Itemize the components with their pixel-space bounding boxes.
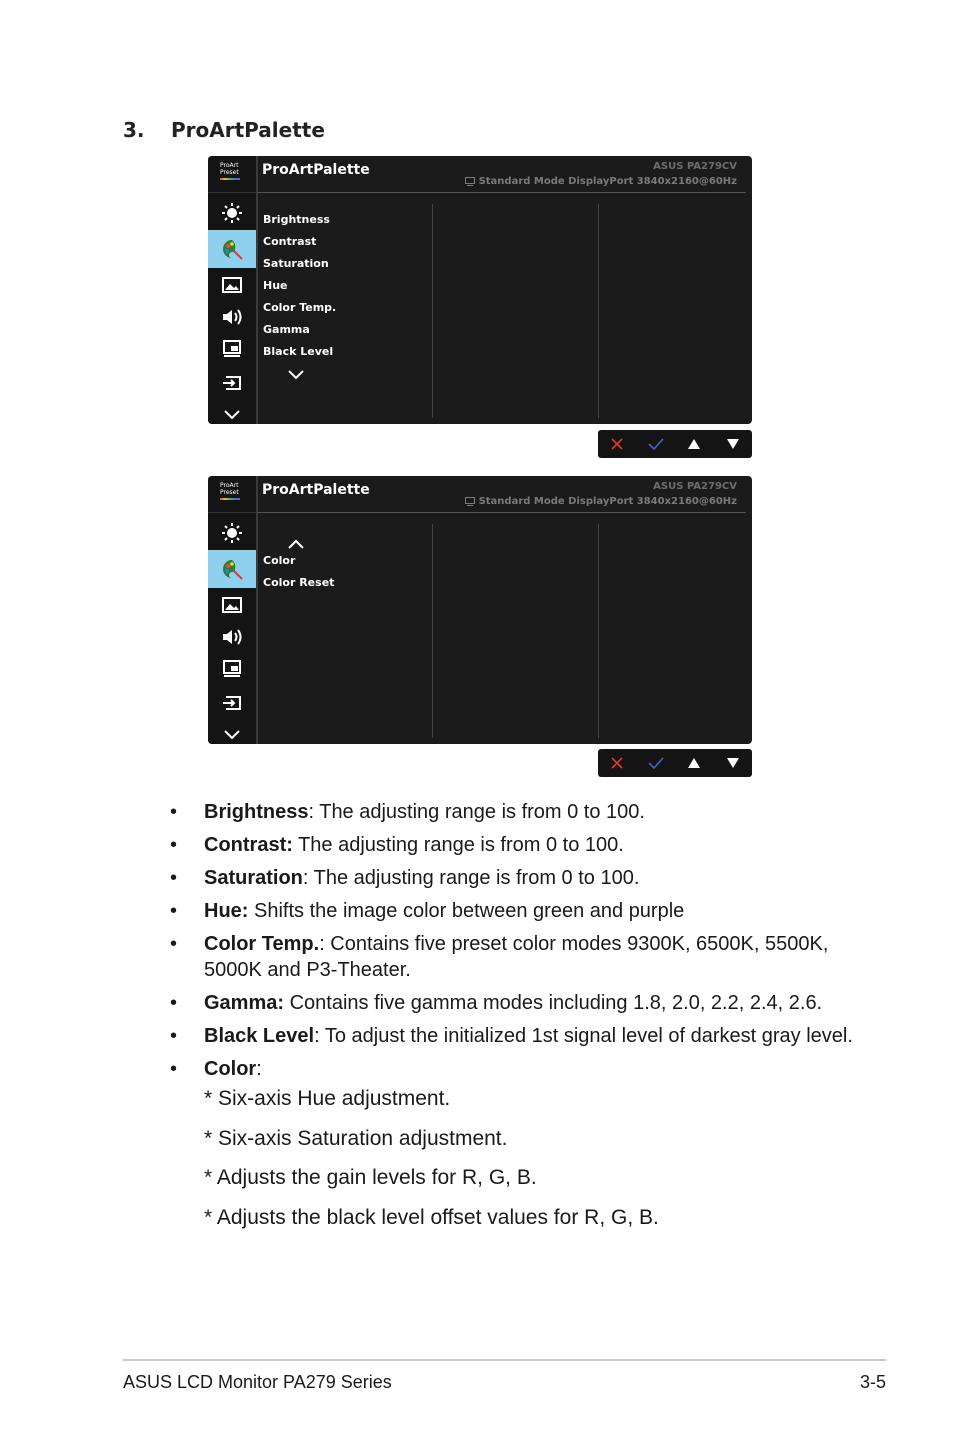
section-number: 3. [123,118,145,142]
list-item: • Black Level: To adjust the initialized 1st signal level of darkest gray level. [170,1025,853,1047]
list-item: • Brightness: The adjusting range is from 0 to 100. [170,801,645,823]
down-arrow-icon[interactable] [718,758,748,768]
monitor-icon [465,177,475,186]
proart-preset-logo: ProArt Preset [220,162,240,180]
palette-icon[interactable] [208,550,256,588]
list-item: • Saturation: The adjusting range is from 0 to 100. [170,867,640,889]
proart-preset-logo: ProArt Preset [220,482,240,500]
image-icon[interactable] [208,588,256,622]
check-icon[interactable] [641,438,671,450]
sub-item: * Six-axis Hue adjustment. [204,1087,451,1110]
list-item: • Gamma: Contains five gamma modes including 1.8, 2.0, 2.2, 2.4, 2.6. [170,992,823,1014]
pip-icon[interactable] [208,652,256,686]
menu-item-hue[interactable]: Hue [263,279,288,292]
pip-icon[interactable] [208,332,256,366]
list-item: • Contrast: The adjusting range is from 0 to 100. [170,834,624,856]
exit-icon[interactable] [602,756,632,770]
menu-scroll-down-icon[interactable] [287,368,305,386]
brightness-icon[interactable] [208,516,256,550]
menu-item-saturation[interactable]: Saturation [263,257,329,270]
osd-menu-list [263,209,336,363]
footer-title: ASUS LCD Monitor PA279 Series [123,1372,392,1392]
osd-panel-2 [208,476,752,744]
input-select-icon[interactable] [208,686,256,720]
list-item: • Color: [170,1058,262,1080]
up-arrow-icon[interactable] [679,758,709,768]
speaker-icon[interactable] [208,620,256,654]
osd-keys-1 [598,430,752,458]
palette-icon[interactable] [208,230,256,268]
up-arrow-icon[interactable] [679,439,709,449]
menu-item-gamma[interactable]: Gamma [263,323,310,336]
chevron-down-icon[interactable] [208,718,256,744]
list-item: • Hue: Shifts the image color between green and purple [170,900,685,922]
menu-item-contrast[interactable]: Contrast [263,235,317,248]
feature-list [170,799,870,1089]
osd-panel-1 [208,156,752,424]
monitor-icon [465,497,475,506]
speaker-icon[interactable] [208,300,256,334]
osd-model: ASUS PA279CV [653,481,737,492]
down-arrow-icon[interactable] [718,439,748,449]
exit-icon[interactable] [602,437,632,451]
sub-item: * Adjusts the black level offset values for R, G, B. [204,1205,659,1229]
menu-item-color-temp[interactable]: Color Temp. [263,301,337,314]
sub-item: * Adjusts the gain levels for R, G, B. [204,1166,537,1189]
input-select-icon[interactable] [208,366,256,400]
osd-sidebar [208,476,258,744]
osd-menu-list [263,550,334,594]
list-item: • Color Temp.: Contains five preset color modes 9300K, 6500K, 5500K, 5000K and P3-Theater. [170,933,829,981]
color-sublist [204,1087,659,1245]
section-heading [123,118,325,142]
chevron-down-icon[interactable] [208,398,256,424]
menu-item-color[interactable]: Color [263,554,296,567]
menu-item-black-level[interactable]: Black Level [263,345,334,358]
osd-model: ASUS PA279CV [653,161,737,172]
osd-title: ProArtPalette [262,482,370,498]
check-icon[interactable] [641,757,671,769]
osd-title: ProArtPalette [262,162,370,178]
osd-status: Standard Mode DisplayPort 3840x2160@60Hz [465,496,737,507]
menu-item-brightness[interactable]: Brightness [263,213,330,226]
brightness-icon[interactable] [208,196,256,230]
section-title: ProArtPalette [171,118,325,142]
osd-keys-2 [598,749,752,777]
footer-divider [123,1359,886,1361]
menu-item-color-reset[interactable]: Color Reset [263,576,335,589]
sub-item: * Six-axis Saturation adjustment. [204,1126,508,1150]
page-number: 3-5 [859,1372,886,1392]
image-icon[interactable] [208,268,256,302]
osd-status: Standard Mode DisplayPort 3840x2160@60Hz [465,176,737,187]
osd-sidebar [208,156,258,424]
